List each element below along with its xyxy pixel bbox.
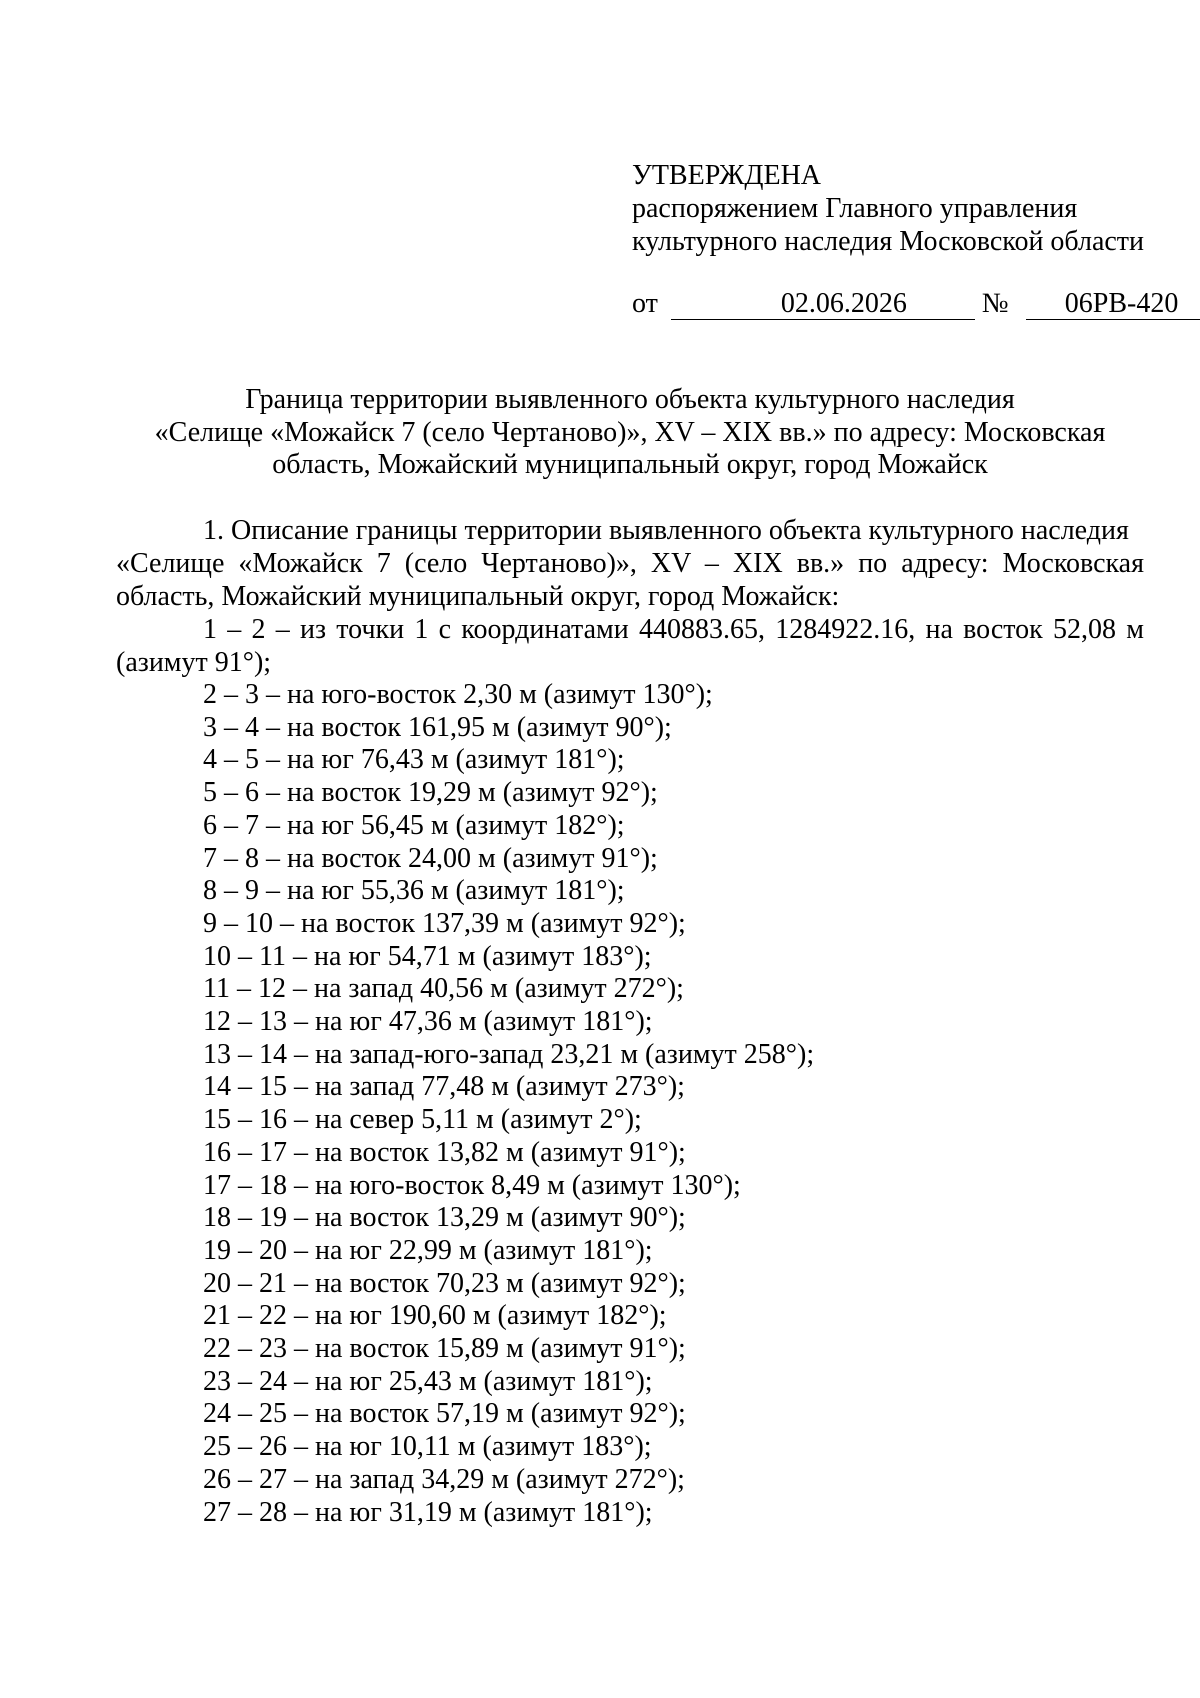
boundary-segment: 5 – 6 – на восток 19,29 м (азимут 92°); (203, 777, 658, 809)
boundary-segment: 19 – 20 – на юг 22,99 м (азимут 181°); (203, 1234, 653, 1266)
order-number-label: № (981, 288, 1009, 319)
boundary-segment: 23 – 24 – на юг 25,43 м (азимут 181°); (203, 1365, 653, 1397)
boundary-segment: 6 – 7 – на юг 56,45 м (азимут 182°); (203, 809, 625, 841)
boundary-segment: 15 – 16 – на север 5,11 м (азимут 2°); (203, 1104, 642, 1136)
boundary-segment: 7 – 8 – на восток 24,00 м (азимут 91°); (203, 842, 658, 874)
boundary-segment: 4 – 5 – на юг 76,43 м (азимут 181°); (203, 744, 625, 776)
boundary-segment: 10 – 11 – на юг 54,71 м (азимут 183°); (203, 940, 652, 972)
approval-heading: УТВЕРЖДЕНА (632, 160, 822, 191)
boundary-segment: 9 – 10 – на восток 137,39 м (азимут 92°); (203, 907, 686, 939)
approval-line-1: распоряжением Главного управления (632, 193, 1078, 224)
boundary-segment: 16 – 17 – на восток 13,82 м (азимут 91°); (203, 1136, 686, 1168)
document-title (100, 384, 1160, 482)
boundary-segment: 17 – 18 – на юго-восток 8,49 м (азимут 130°); (203, 1169, 741, 1201)
boundary-segment: 11 – 12 – на запад 40,56 м (азимут 272°); (203, 973, 684, 1005)
boundary-segment: 18 – 19 – на восток 13,29 м (азимут 90°); (203, 1202, 686, 1234)
boundary-segment: 12 – 13 – на юг 47,36 м (азимут 181°); (203, 1006, 653, 1038)
boundary-segment: 20 – 21 – на восток 70,23 м (азимут 92°); (203, 1267, 686, 1299)
boundary-description-intro (116, 514, 1144, 679)
boundary-segment: 21 – 22 – на юг 190,60 м (азимут 182°); (203, 1300, 667, 1332)
boundary-segment: 14 – 15 – на запад 77,48 м (азимут 273°); (203, 1071, 685, 1103)
first-segment-line-1: 1 – 2 – из точки 1 с координатами 440883.65, 1284922.16, на восток 52,08 м (203, 614, 1144, 645)
boundary-segments-list (203, 679, 814, 1529)
title-line-1: Граница территории выявленного объекта культурного наследия (245, 384, 1015, 415)
order-from-label: от (632, 288, 658, 319)
order-date-number-line (632, 287, 1200, 321)
boundary-segment: 22 – 23 – на восток 15,89 м (азимут 91°); (203, 1333, 686, 1365)
boundary-segment: 25 – 26 – на юг 10,11 м (азимут 183°); (203, 1431, 652, 1463)
boundary-segment: 24 – 25 – на восток 57,19 м (азимут 92°); (203, 1398, 686, 1430)
boundary-segment: 26 – 27 – на запад 34,29 м (азимут 272°); (203, 1463, 685, 1495)
intro-line-3: область, Можайский муниципальный округ, город Можайск: (116, 581, 840, 612)
boundary-segment: 3 – 4 – на восток 161,95 м (азимут 90°); (203, 711, 672, 743)
title-line-3: область, Можайский муниципальный округ, город Можайск (272, 449, 988, 480)
approval-line-2: культурного наследия Московской области (632, 226, 1145, 257)
first-segment-line-2: (азимут 91°); (116, 647, 272, 678)
boundary-segment: 2 – 3 – на юго-восток 2,30 м (азимут 130°); (203, 679, 713, 710)
boundary-segment: 13 – 14 – на запад-юго-запад 23,21 м (азимут 258°); (203, 1038, 815, 1070)
intro-line-2: «Селище «Можайск 7 (село Чертаново)», XV – XIX вв.» по адресу: Московская (116, 548, 1144, 579)
boundary-segment: 27 – 28 – на юг 31,19 м (азимут 181°); (203, 1496, 653, 1528)
approval-block (632, 159, 1144, 258)
title-line-2: «Селище «Можайск 7 (село Чертаново)», XV – XIX вв.» по адресу: Московская (154, 416, 1106, 448)
boundary-segment: 8 – 9 – на юг 55,36 м (азимут 181°); (203, 875, 625, 907)
order-number: 06РВ-420 (1026, 289, 1200, 320)
intro-line-1: 1. Описание границы территории выявленного объекта культурного наследия (203, 515, 1129, 546)
order-date: 02.06.2026 (671, 289, 975, 320)
